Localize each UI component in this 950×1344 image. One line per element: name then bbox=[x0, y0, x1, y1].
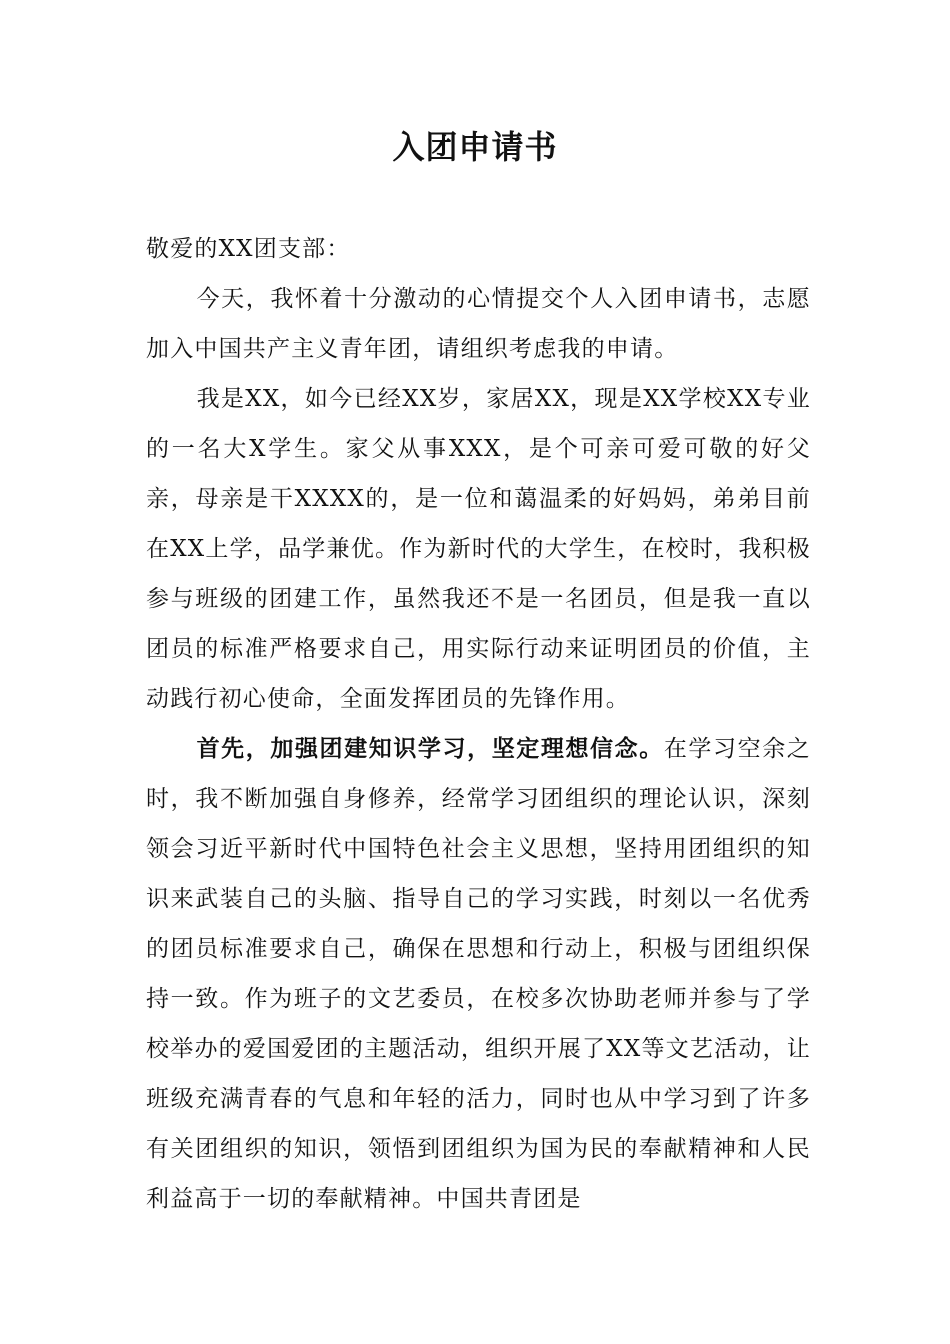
document-title: 入团申请书 bbox=[392, 128, 558, 166]
paragraph-1-text: 今天，我怀着十分激动的心情提交个人入团申请书，志愿加入中国共产主义青年团，请组织考虑我的申请。 bbox=[146, 286, 811, 362]
paragraph-2-text: 我是XX，如今已经XX岁，家居XX，现是XX学校XX专业的一名大X学生。家父从事XXX，是个可亲可爱可敬的好父亲，母亲是干XXXX的，是一位和蔼温柔的好妈妈，弟弟目前在XX上学，品学兼优。作为新时代的大学生，在校时，我积极参与班级的团建工作，虽然我还不是一名团员，但是我一直以团员的标准严格要求自己，用实际行动来证明团员的价值，主动践行初心使命，全面发挥团员的先锋作用。 bbox=[146, 386, 811, 712]
salutation: 敬爱的XX团支部： bbox=[146, 236, 351, 262]
paragraph-3-lead: 首先，加强团建知识学习，坚定理想信念。 bbox=[196, 736, 664, 762]
paragraph-2 bbox=[146, 374, 811, 724]
paragraph-3 bbox=[146, 724, 811, 1224]
paragraph-1 bbox=[146, 274, 811, 374]
paragraph-3-text: 在学习空余之时，我不断加强自身修养，经常学习团组织的理论认识，深刻领会习近平新时代中国特色社会主义思想，坚持用团组织的知识来武装自己的头脑、指导自己的学习实践，时刻以一名优秀的团员标准要求自己，确保在思想和行动上，积极与团组织保持一致。作为班子的文艺委员，在校多次协助老师并参与了学校举办的爱国爱团的主题活动，组织开展了XX等文艺活动，让班级充满青春的气息和年轻的活力，同时也从中学习到了许多有关团组织的知识，领悟到团组织为国为民的奉献精神和人民利益高于一切的奉献精神。中国共青团是 bbox=[146, 736, 811, 1212]
document-body bbox=[146, 224, 811, 1224]
